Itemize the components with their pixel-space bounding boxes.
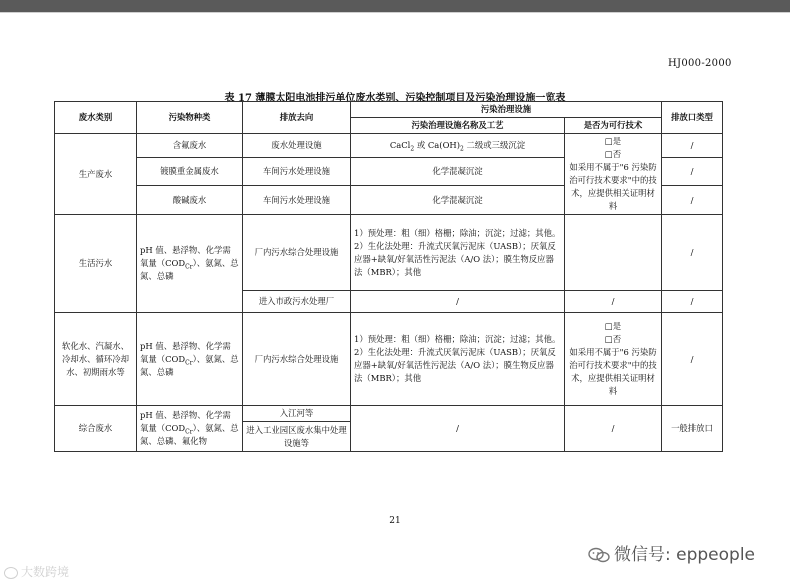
process-text-c: 二级或三级沉淀 [466,139,526,150]
outlet-cell: / [662,134,723,158]
wechat-icon [588,547,610,563]
feasible-cell [565,215,662,291]
destination-cell: 进入工业园区废水集中处理设施等 [243,422,351,452]
process-step-1: 1）预处理：粗（细）格栅；除油；沉淀；过滤；其他。 [354,334,561,344]
category-cell: 软化水、汽凝水、冷却水、循环冷却水、初期雨水等 [55,313,137,406]
feasible-note: 如采用不属于"6 污染防治可行技术要求"中的技术，应提供相关证明材料 [569,347,657,396]
header-outlet: 排放口类型 [662,102,723,134]
feasible-no-option: □否 [604,149,622,159]
watermark-right-text: 微信号: eppeople [614,545,756,565]
feasible-note: 如采用不属于"6 污染防治可行技术要求"中的技术，应提供相关证明材料 [569,162,657,211]
header-facility-name: 污染治理设施名称及工艺 [351,118,565,134]
feasible-yes-option: □是 [604,136,622,146]
process-text-a: CaCl [389,139,411,150]
category-cell: 生活污水 [55,215,137,313]
pollutant-text-b: ）、氨氮、总氮、总磷、氟化物 [140,423,239,446]
document-code: HJ000-2000 [668,58,732,69]
pollutant-cell [137,215,243,313]
brand-logo-icon [4,567,18,579]
process-cell: 化学混凝沉淀 [351,157,565,186]
pollutant-cell [137,406,243,452]
outlet-cell: 一般排放口 [662,406,723,452]
outlet-cell: / [662,215,723,291]
pollutant-subscript: Cr [185,359,193,367]
header-facility-group: 污染治理设施 [351,102,662,118]
table-row [55,134,723,158]
header-destination: 排放去向 [243,102,351,134]
pollutant-cell: 含氟废水 [137,134,243,158]
destination-cell: 车间污水处理设施 [243,186,351,215]
pollutant-subscript: Cr [185,263,193,271]
table-row [55,215,723,291]
watermark-left [4,563,69,580]
process-step-2: 2）生化法处理：升流式厌氧污泥床（UASB）；厌氧反应器+缺氧/好氧活性污泥法（A/O 法）；膜生物反应器法（MBR）；其他 [354,347,556,383]
process-cell: / [351,291,565,313]
table-row [55,313,723,406]
pollutant-text-b: ）、氨氮、总氮、总磷 [140,353,239,377]
destination-cell: 厂内污水综合处理设施 [243,313,351,406]
header-feasible: 是否为可行技术 [565,118,662,134]
header-category: 废水类别 [55,102,137,134]
pollutant-text-a: pH 值、悬浮物、化学需氧量（COD [140,245,231,268]
table-title: 表 17 薄膜太阳电池排污单位废水类别、污染控制项目及污染治理设施一览表 [224,93,566,104]
destination-cell: 入江河等 [243,406,351,422]
process-cell: 化学混凝沉淀 [351,186,565,215]
outlet-cell: / [662,313,723,406]
feasible-cell [565,134,662,215]
wastewater-table [54,101,723,452]
outlet-cell: / [662,186,723,215]
viewer-top-bar [0,0,790,12]
process-step-2: 2）生化法处理：升流式厌氧污泥床（UASB）；厌氧反应器+缺氧/好氧活性污泥法（A/O 法）；膜生物反应器法（MBR）；其他 [354,240,556,277]
watermark-right [588,540,755,565]
viewer-top-divider [0,12,790,13]
feasible-yes-option: □是 [604,321,622,331]
pollutant-cell: 酸碱废水 [137,186,243,215]
pollutant-cell [137,313,243,406]
pollutant-text-a: pH 值、悬浮物、化学需氧量（COD [140,340,231,364]
category-cell: 综合废水 [55,406,137,452]
process-cell: / [351,406,565,452]
pollutant-cell: 镀膜重金属废水 [137,157,243,186]
header-pollutant: 污染物种类 [137,102,243,134]
table-row [55,406,723,422]
feasible-cell: / [565,406,662,452]
feasible-cell [565,313,662,406]
feasible-no-option: □否 [604,334,622,344]
page-number: 21 [389,516,401,526]
pollutant-text-a: pH 值、悬浮物、化学需氧量（COD [140,410,231,433]
process-text-b: 或 Ca(OH) [416,139,461,150]
process-step-1: 1）预处理：粗（细）格栅；除油；沉淀；过滤；其他。 [354,227,561,238]
feasible-cell: / [565,291,662,313]
process-cell [351,313,565,406]
destination-cell: 厂内污水综合处理设施 [243,215,351,291]
outlet-cell: / [662,157,723,186]
watermark-left-text: 大数跨境 [21,565,70,579]
outlet-cell: / [662,291,723,313]
destination-cell: 车间污水处理设施 [243,157,351,186]
process-cell: CaCl$_2$ 或 $Ca(OH)_2$ 二级或三级沉淀 [351,134,565,158]
destination-cell: 进入市政污水处理厂 [243,291,351,313]
destination-cell: 废水处理设施 [243,134,351,158]
process-cell [351,215,565,291]
pollutant-subscript: Cr [185,428,193,436]
category-cell: 生产废水 [55,134,137,215]
pollutant-text-b: ）、氨氮、总氮、总磷 [140,258,239,281]
